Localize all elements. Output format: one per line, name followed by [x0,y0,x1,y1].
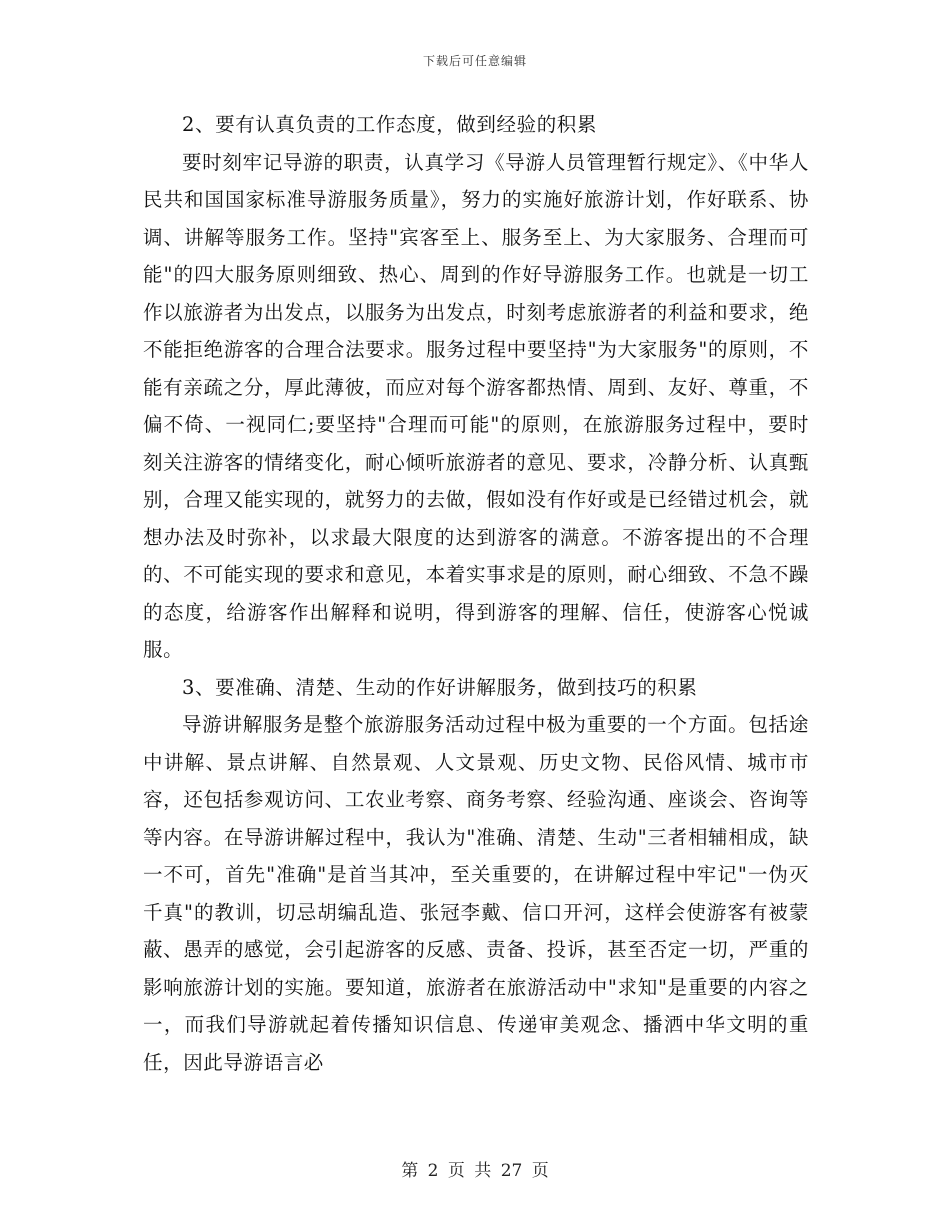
document-body [143,106,809,1081]
section-heading-2: 2、要有认真负责的工作态度，做到经验的积累 [182,113,598,136]
body-paragraph: 导游讲解服务是整个旅游服务活动过程中极为重要的一个方面。包括途中讲解、景点讲解、自然景观、人文景观、历史文物、民俗风情、城市市容，还包括参观访问、工农业考察、商务考察、经验沟通、座谈会、咨询等等内容。在导游讲解过程中，我认为"准确、清楚、生动"三者相辅相成，缺一不可，首先"准确"是首当其冲，至关重要的，在讲解过程中牢记"一伪灭千真"的教训，切忌胡编乱造、张冠李戴、信口开河，这样会使游客有被蒙蔽、愚弄的感觉，会引起游客的反感、责备、投诉，甚至否定一切，严重的影响旅游计划的实施。要知道，旅游者在旅游活动中"求知"是重要的内容之一，而我们导游就起着传播知识信息、传递审美观念、播洒中华文明的重任，因此导游语言必 [143,713,809,1074]
page-header-note: 下载后可任意编辑 [422,54,527,68]
page-number-footer: 第 2 页 共 27 页 [401,1161,549,1181]
section-heading-3: 3、要准确、清楚、生动的作好讲解服务，做到技巧的积累 [182,675,698,699]
body-paragraph: 要时刻牢记导游的职责，认真学习《导游人员管理暂行规定》、《中华人民共和国国家标准导游服务质量》，努力的实施好旅游计划，作好联系、协调、讲解等服务工作。坚持"宾客至上、服务至上、为大家服务、合理而可能"的四大服务原则细致、热心、周到的作好导游服务工作。也就是一切工作以旅游者为出发点，以服务为出发点，时刻考虑旅游者的利益和要求，绝不能拒绝游客的合理合法要求。服务过程中要坚持"为大家服务"的原则，不能有亲疏之分，厚此薄彼，而应对每个游客都热情、周到、友好、尊重，不偏不倚、一视同仁;要坚持"合理而可能"的原则，在旅游服务过程中，要时刻关注游客的情绪变化，耐心倾听旅游者的意见、要求，冷静分析、认真甄别，合理又能实现的，就努力的去做，假如没有作好或是已经错过机会，就想办法及时弥补，以求最大限度的达到游客的满意。不游客提出的不合理的、不可能实现的要求和意见，本着实事求是的原则，耐心细致、不急不躁的态度，给游客作出解释和说明，得到游客的理解、信任，使游客心悦诚服。 [143,150,809,661]
